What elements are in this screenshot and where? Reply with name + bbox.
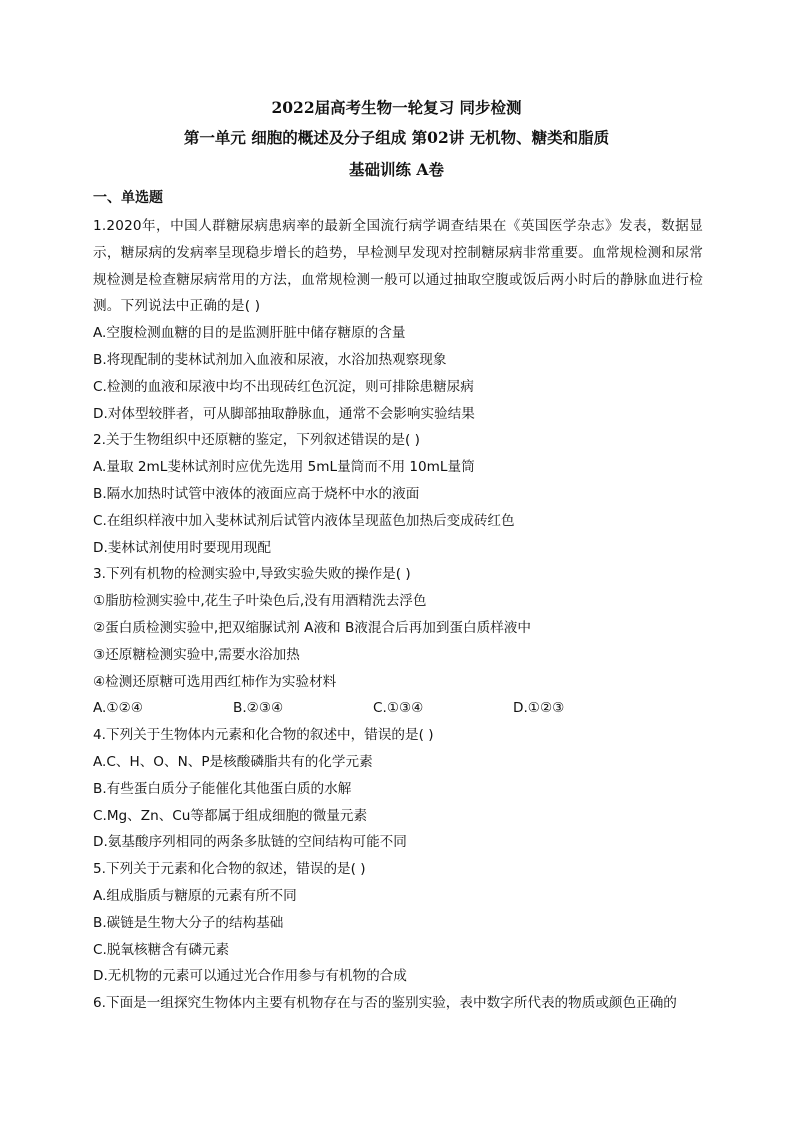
option-c: C.①③④ [373,700,424,717]
option-b: B.将现配制的斐林试剂加入血液和尿液，水浴加热观察现象 [93,351,447,368]
option-c: C.脱氧核糖含有磷元素 [93,941,230,958]
statement-1: ①脂肪检测实验中,花生子叶染色后,没有用酒精洗去浮色 [93,593,427,610]
doc-title: 2022届高考生物一轮复习 同步检测 [271,98,522,117]
option-d: D.氨基酸序列相同的两条多肽链的空间结构可能不同 [93,834,407,851]
option-c: C.在组织样液中加入斐林试剂后试管内液体呈现蓝色加热后变成砖红色 [93,512,515,529]
option-b: B.②③④ [233,700,284,717]
options-row [93,695,703,722]
statement-4: ④检测还原糖可选用西红柿作为实验材料 [93,673,337,690]
doc-subtitle: 第一单元 细胞的概述及分子组成 第02讲 无机物、糖类和脂质 [183,128,610,147]
option-a: A.C、H、O、N、P是核酸磷脂共有的化学元素 [93,753,373,770]
option-a: A.量取 2mL斐林试剂时应优先选用 5mL量筒而不用 10mL量筒 [93,459,475,476]
doc-subtitle-level: 基础训练 A卷 [349,160,444,179]
section-heading: 一、单选题 [93,190,163,206]
option-d: D.无机物的元素可以通过光合作用参与有机物的合成 [93,968,407,985]
option-a: A.①②④ [93,700,143,717]
option-a: A.空腹检测血糖的目的是监测肝脏中储存糖原的含量 [93,325,406,342]
option-c: C.Mg、Zn、Cu等都属于组成细胞的微量元素 [93,807,368,824]
question-3 [93,561,703,722]
question-list [93,213,703,1017]
option-d: D.斐林试剂使用时要现用现配 [93,539,271,556]
question-stem: 5.下列关于元素和化合物的叙述，错误的是( ) [93,861,366,878]
statement-2: ②蛋白质检测实验中,把双缩脲试剂 A液和 B液混合后再加到蛋白质样液中 [93,619,531,636]
option-b: B.隔水加热时试管中液体的液面应高于烧杯中水的液面 [93,485,420,502]
question-6 [93,990,703,1017]
question-stem: 6.下面是一组探究生物体内主要有机物存在与否的鉴别实验，表中数字所代表的物质或颜色正确的 [93,995,677,1012]
option-a: A.组成脂质与糖原的元素有所不同 [93,887,297,904]
option-d: D.对体型较胖者，可从脚部抽取静脉血，通常不会影响实验结果 [93,405,475,422]
option-b: B.碳链是生物大分子的结构基础 [93,914,284,931]
question-4 [93,722,703,856]
question-stem: 4.下列关于生物体内元素和化合物的叙述中，错误的是( ) [93,727,434,744]
question-stem: 2.关于生物组织中还原糖的鉴定，下列叙述错误的是( ) [93,432,420,449]
question-stem: 3.下列有机物的检测实验中,导致实验失败的操作是( ) [93,566,411,583]
question-5 [93,856,703,990]
question-2 [93,427,703,561]
question-stem: 1.2020年，中国人群糖尿病患病率的最新全国流行病学调查结果在《英国医学杂志》发表，数据显示，糖尿病的发病率呈现稳步增长的趋势，早检测早发现对控制糖尿病非常重要。血常规检测和尿常规检测是检查糖尿病常用的方法，血常规检测一般可以通过抽取空腹或饭后两小时后的静脉血进行检测。下列说法中正确的是( ) [93,218,703,315]
option-c: C.检测的血液和尿液中均不出现砖红色沉淀，则可排除患糖尿病 [93,378,474,395]
option-d: D.①②③ [513,700,565,717]
statement-3: ③还原糖检测实验中,需要水浴加热 [93,646,300,663]
question-1 [93,213,703,427]
option-b: B.有些蛋白质分子能催化其他蛋白质的水解 [93,780,352,797]
